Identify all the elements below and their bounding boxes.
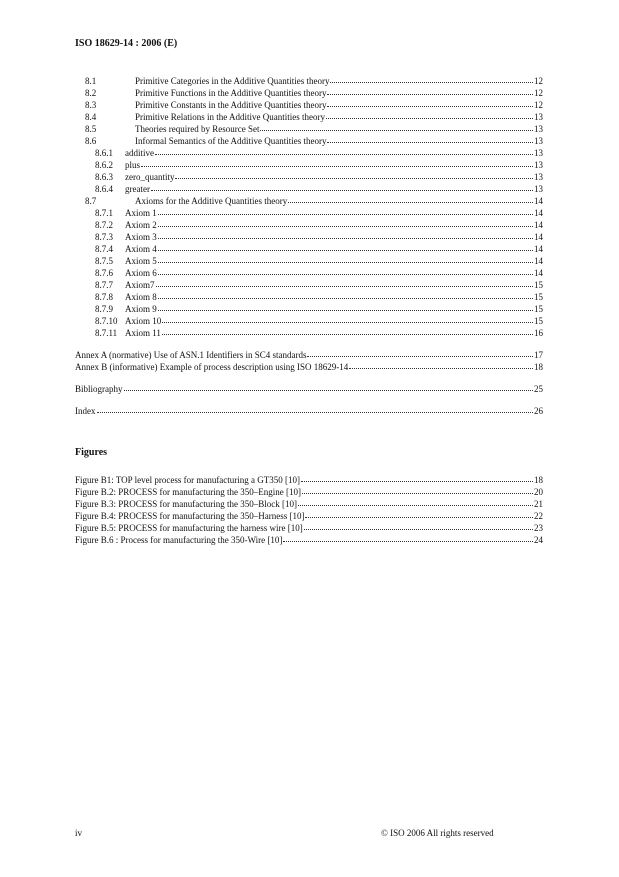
toc-leader-dots — [298, 497, 533, 506]
toc-entry-title: Axiom 8 — [125, 292, 157, 302]
toc-section-8 — [75, 75, 543, 339]
toc-entry-page: 13 — [534, 124, 543, 134]
toc-entry-number: 8.4 — [85, 112, 97, 122]
toc-entry-title: Figure B.3: PROCESS for manufacturing the 350–Block [10] — [75, 499, 297, 509]
toc-entry-title: plus — [125, 160, 141, 170]
toc-entry-page: 13 — [534, 112, 543, 122]
toc-entry-title: Informal Semantics of the Additive Quantities theory — [135, 136, 327, 146]
toc-entry-page: 15 — [534, 304, 543, 314]
toc-entry-page: 14 — [534, 232, 543, 242]
toc-entry-title: Axiom 3 — [125, 232, 157, 242]
toc-entry-title: Axiom 2 — [125, 220, 157, 230]
toc-entry-title: Index — [75, 406, 96, 416]
toc-entry-page: 18 — [534, 475, 543, 485]
toc-entry-number: 8.7 — [85, 196, 97, 206]
toc-entry-page: 15 — [534, 280, 543, 290]
toc-leader-dots — [307, 348, 533, 357]
toc-entry-number: 8.7.4 — [95, 244, 113, 254]
toc-leader-dots — [158, 254, 533, 263]
toc-entry-title: Primitive Categories in the Additive Quantities theory — [135, 76, 330, 86]
table-of-contents — [75, 75, 543, 546]
toc-entry-title: Figure B.5: PROCESS for manufacturing the harness wire [10] — [75, 523, 303, 533]
toc-leader-dots — [97, 404, 534, 413]
toc-entry-page: 16 — [534, 328, 543, 338]
toc-leader-dots — [162, 326, 533, 335]
toc-entry-title: Figure B1: TOP level process for manufacturing a GT350 [10] — [75, 475, 301, 485]
toc-entry-number: 8.3 — [85, 100, 97, 110]
toc-leader-dots — [327, 86, 533, 95]
toc-entry-number: 8.6 — [85, 136, 97, 146]
toc-leader-dots — [158, 266, 533, 275]
toc-entry-number: 8.5 — [85, 124, 97, 134]
toc-entry-page: 15 — [534, 316, 543, 326]
toc-leader-dots — [155, 146, 533, 155]
toc-entry-number: 8.7.8 — [95, 292, 113, 302]
toc-entry[interactable] — [75, 361, 543, 373]
toc-entry-page: 13 — [534, 148, 543, 158]
toc-entry-number: 8.7.10 — [95, 316, 118, 326]
toc-entry-title: Primitive Functions in the Additive Quantities theory — [135, 88, 327, 98]
toc-entry-number: 8.7.2 — [95, 220, 113, 230]
toc-entry-page: 21 — [534, 499, 543, 509]
toc-entry-title: Primitive Constants in the Additive Quantities theory — [135, 100, 327, 110]
toc-entry-page: 12 — [534, 100, 543, 110]
toc-entry-page: 14 — [534, 256, 543, 266]
toc-entry-page: 23 — [534, 523, 543, 533]
toc-entry-page: 13 — [534, 160, 543, 170]
toc-leader-dots — [141, 158, 533, 167]
document-header: ISO 18629-14 : 2006 (E) — [75, 38, 178, 49]
figures-heading: Figures — [75, 447, 108, 458]
toc-entry-title: Figure B.6 : Process for manufacturing the 350-Wire [10] — [75, 535, 283, 545]
toc-entry-number: 8.6.1 — [95, 148, 113, 158]
toc-entry-title: Axiom 11 — [125, 328, 161, 338]
toc-entry-page: 13 — [534, 184, 543, 194]
toc-leader-dots — [327, 98, 533, 107]
toc-entry-title: Axioms for the Additive Quantities theory — [135, 196, 288, 206]
toc-entry-page: 13 — [534, 136, 543, 146]
toc-entry-page: 12 — [534, 76, 543, 86]
toc-entry-title: additive — [125, 148, 154, 158]
toc-entry-number: 8.7.1 — [95, 208, 113, 218]
toc-entry-page: 14 — [534, 208, 543, 218]
toc-leader-dots — [288, 194, 533, 203]
toc-entry-page: 12 — [534, 88, 543, 98]
toc-entry-title: greater — [125, 184, 150, 194]
toc-leader-dots — [175, 170, 533, 179]
toc-entry-title: Axiom7 — [125, 280, 155, 290]
toc-entry-page: 14 — [534, 244, 543, 254]
toc-entry-number: 8.7.3 — [95, 232, 113, 242]
toc-leader-dots — [151, 182, 533, 191]
toc-leader-dots — [349, 360, 533, 369]
toc-entry-title: Figure B.4: PROCESS for manufacturing the 350–Harness [10] — [75, 511, 305, 521]
toc-entry-bibliography[interactable] — [75, 383, 543, 395]
toc-entry-number: 8.7.7 — [95, 280, 113, 290]
toc-entry-title: Primitive Relations in the Additive Quantities theory — [135, 112, 325, 122]
toc-leader-dots — [158, 242, 533, 251]
toc-entry-number: 8.7.9 — [95, 304, 113, 314]
toc-entry-title: Annex A (normative) Use of ASN.1 Identifiers in SC4 standards — [75, 350, 307, 360]
toc-entry-title: Figure B.2: PROCESS for manufacturing the 350–Engine [10] — [75, 487, 301, 497]
copyright-notice: © ISO 2006 All rights reserved — [381, 828, 494, 838]
list-of-figures — [75, 474, 543, 546]
toc-entry-page: 14 — [534, 220, 543, 230]
toc-entry-title: Theories required by Resource Set — [135, 124, 260, 134]
toc-entry-title: Axiom 4 — [125, 244, 157, 254]
toc-leader-dots — [304, 521, 533, 530]
toc-leader-dots — [158, 230, 533, 239]
toc-entry-page: 13 — [534, 172, 543, 182]
toc-leader-dots — [158, 218, 533, 227]
toc-entry-page: 14 — [534, 268, 543, 278]
toc-leader-dots — [158, 302, 533, 311]
toc-leader-dots — [158, 290, 533, 299]
toc-entry-page: 25 — [534, 384, 543, 394]
toc-entry-page: 24 — [534, 535, 543, 545]
toc-annexes — [75, 349, 543, 373]
toc-entry-title: Axiom 1 — [125, 208, 157, 218]
toc-leader-dots — [162, 314, 533, 323]
toc-entry[interactable] — [75, 327, 543, 339]
toc-entry-title: Annex B (informative) Example of process description using ISO 18629-14 — [75, 362, 349, 372]
figure-entry[interactable] — [75, 534, 543, 546]
toc-leader-dots — [327, 134, 533, 143]
toc-entry-number: 8.2 — [85, 88, 97, 98]
toc-leader-dots — [156, 278, 533, 287]
toc-entry-number: 8.7.6 — [95, 268, 113, 278]
toc-entry-title: Axiom 5 — [125, 256, 157, 266]
toc-leader-dots — [305, 509, 533, 518]
toc-leader-dots — [283, 533, 533, 542]
toc-entry-page: 18 — [534, 362, 543, 372]
toc-entry-title: Bibliography — [75, 384, 123, 394]
toc-entry-number: 8.6.3 — [95, 172, 113, 182]
toc-entry-index[interactable] — [75, 405, 543, 417]
toc-entry-page: 15 — [534, 292, 543, 302]
toc-leader-dots — [124, 382, 534, 391]
toc-leader-dots — [158, 206, 533, 215]
toc-entry-page: 22 — [534, 511, 543, 521]
toc-entry-number: 8.1 — [85, 76, 97, 86]
toc-entry-number: 8.7.5 — [95, 256, 113, 266]
toc-entry-page: 17 — [534, 350, 543, 360]
toc-leader-dots — [301, 473, 533, 482]
toc-entry-number: 8.6.4 — [95, 184, 113, 194]
toc-entry-number: 8.7.11 — [95, 328, 118, 338]
toc-entry-title: zero_quantity — [125, 172, 175, 182]
toc-entry-number: 8.6.2 — [95, 160, 113, 170]
toc-entry-title: Axiom 10 — [125, 316, 162, 326]
toc-leader-dots — [330, 74, 533, 83]
page-number: iv — [75, 828, 83, 838]
toc-entry-title: Axiom 6 — [125, 268, 157, 278]
toc-leader-dots — [302, 485, 533, 494]
toc-entry-title: Axiom 9 — [125, 304, 157, 314]
toc-leader-dots — [260, 122, 533, 131]
toc-entry-page: 26 — [534, 406, 543, 416]
toc-leader-dots — [326, 110, 533, 119]
toc-entry-page: 14 — [534, 196, 543, 206]
toc-entry-page: 20 — [534, 487, 543, 497]
